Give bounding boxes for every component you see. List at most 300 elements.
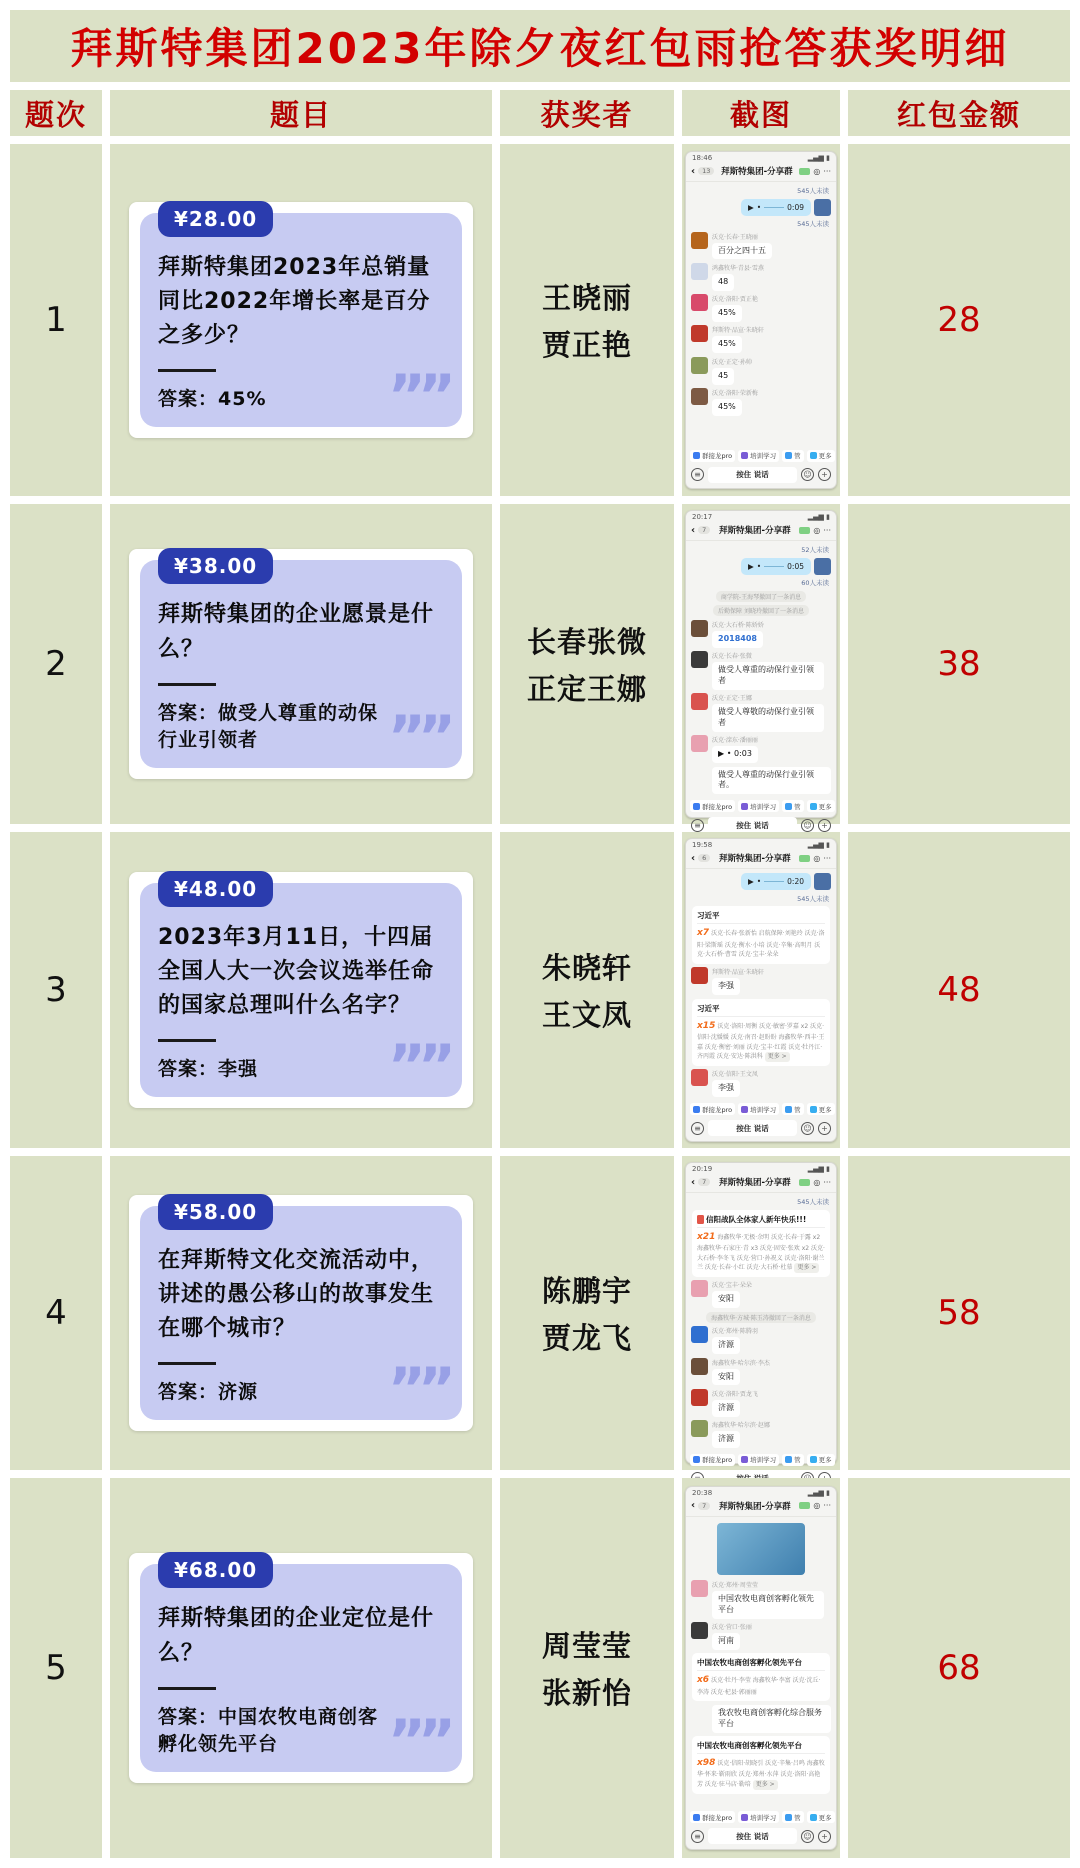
voice-dot: •: [756, 877, 762, 887]
chat-nav-bar: [686, 1497, 836, 1517]
chat-input-bar: [686, 1117, 836, 1141]
voice-bubble: [712, 746, 758, 763]
back-icon: ‹: [691, 852, 696, 864]
unread-count-badge: 7: [698, 1502, 710, 1510]
group-name: 拜斯特集团-分享群: [719, 1178, 791, 1189]
chat-toolbar: [686, 798, 836, 814]
sender-name: 沃克·营口·张丽: [712, 1624, 752, 1632]
chat-message: [691, 263, 831, 291]
phone-status-bar: [686, 839, 836, 849]
message-bubble: 48: [712, 274, 734, 291]
voice-bubble: [741, 199, 811, 216]
toolbar-chip-label: 培训学习: [750, 1813, 777, 1822]
toolbar-chip-label: 群接龙pro: [702, 1813, 733, 1822]
call-icon: ◎: [813, 1501, 821, 1511]
unread-label: 60人未读: [801, 579, 829, 588]
avatar: [691, 651, 708, 668]
message-bubble: 45: [712, 368, 734, 385]
unread-count-badge: 7: [698, 1178, 710, 1186]
chat-toolbar: [686, 448, 836, 464]
sender-name: 沃克·宝丰·朵朵: [712, 1282, 752, 1290]
sender-name: 沃克·洛阳·贾龙飞: [712, 1390, 758, 1398]
toolbar-chip: [807, 800, 835, 812]
hold-to-talk-button: 按住 说话: [708, 1120, 797, 1136]
aggregate-names: x7 沃克·长春·张新怡 启航保障·刘艳玲 沃克·洛阳·梁斯瑶 沃克·衡水·小培 沃克·辛集·高明月 沃克·大石桥·曹雪 沃克·宝丰·朵朵: [697, 928, 825, 959]
unread-count-badge: 7: [698, 526, 710, 534]
question-card: [129, 549, 473, 778]
message-bubble: 做受人尊敬的动保行业引领者: [712, 704, 824, 732]
question-text: 拜斯特集团的企业定位是什么？: [158, 1606, 435, 1666]
chat-nav-bar: [686, 849, 836, 869]
toolbar-chip: [738, 1454, 779, 1466]
more-icon: ···: [823, 1501, 831, 1511]
amount-cell: [848, 832, 1070, 1148]
avatar: [814, 873, 831, 890]
plus-icon: +: [818, 1830, 831, 1843]
winner-list: [542, 1624, 632, 1712]
winner-list: [527, 620, 647, 708]
more-icon: ···: [823, 525, 831, 535]
message-bubble: 李强: [712, 978, 740, 995]
quote-icon: ””: [387, 362, 448, 431]
toolbar-chip: [690, 800, 735, 812]
amount-value: 28: [937, 300, 981, 340]
voice-message: [691, 199, 831, 216]
toolbar-chip-label: 群接龙pro: [702, 452, 733, 461]
avatar: [691, 620, 708, 637]
aggregate-count: x21: [697, 1231, 716, 1242]
toolbar-chip-label: 培训学习: [750, 1456, 777, 1465]
winner-list: [542, 1269, 632, 1357]
answer-aggregate-box: [692, 1736, 830, 1794]
price-badge: ¥28.00: [158, 201, 273, 237]
chat-toolbar: [686, 1101, 836, 1117]
answer-label: 答案：: [158, 1381, 219, 1404]
question-number: 2: [45, 644, 67, 684]
toolbar-chip-label: 更多: [818, 1813, 832, 1822]
recall-notice: 后勤保障 刘晓玲撤回了一条消息: [713, 605, 809, 616]
voice-toggle-icon: ≡: [691, 819, 704, 832]
avatar: [814, 558, 831, 575]
avatar: [691, 1358, 708, 1375]
emoji-icon: ☺: [801, 468, 814, 481]
message-bubble: 45%: [712, 336, 742, 353]
sender-name: 沃克·洛阳·贾正艳: [712, 296, 758, 304]
toolbar-chip-icon: [693, 1814, 700, 1821]
chat-toolbar: [686, 1809, 836, 1825]
chat-message-list: [686, 1517, 836, 1810]
more-icon: ···: [823, 166, 831, 176]
chat-message: [691, 1389, 831, 1417]
aggregate-title: 中国农牧电商创客孵化领先平台: [697, 1657, 825, 1671]
quote-icon: ””: [387, 702, 448, 771]
page-title: 拜斯特集团2023年除夕夜红包雨抢答获奖明细: [70, 24, 1010, 73]
chat-message: [691, 1622, 831, 1650]
voice-toggle-icon: ≡: [691, 1122, 704, 1135]
quote-icon: ””: [387, 1706, 448, 1775]
amount-value: 48: [937, 970, 981, 1010]
chat-message: [691, 232, 831, 260]
chat-message: [691, 1420, 831, 1448]
chat-message: [691, 1280, 831, 1308]
group-tag: [799, 527, 810, 534]
toolbar-chip-label: 群接龙pro: [702, 1105, 733, 1114]
toolbar-chip-icon: [785, 1106, 792, 1113]
avatar: [691, 1580, 708, 1597]
sender-name: 沃克·大石桥·陈娇娇: [712, 621, 764, 629]
aggregate-title: 习近平: [697, 1003, 825, 1017]
status-icons: ▂▄▆ ▮: [807, 841, 830, 850]
answer-aggregate-box: [692, 906, 830, 964]
toolbar-chip: [782, 800, 804, 812]
group-name: 拜斯特集团-分享群: [719, 854, 791, 865]
toolbar-chip-icon: [741, 1106, 748, 1113]
toolbar-chip-icon: [785, 803, 792, 810]
toolbar-chip-label: 群接龙pro: [702, 802, 733, 811]
voice-message: [691, 873, 831, 890]
toolbar-chip-icon: [810, 803, 817, 810]
question-cell: [110, 504, 492, 824]
winner-list: [542, 946, 632, 1034]
toolbar-chip-label: 管: [794, 1105, 801, 1114]
column-header-winners: 获奖者: [500, 90, 674, 136]
question-card: [129, 202, 473, 438]
wechat-screenshot: [685, 510, 837, 830]
unread-count-badge: 6: [698, 854, 710, 862]
answer-aggregate-box: [692, 1653, 830, 1701]
unread-count-badge: 13: [698, 167, 714, 175]
voice-duration: 0:03: [733, 749, 752, 759]
message-bubble: 济源: [712, 1400, 740, 1417]
sender-name: 沃克·长春·张微: [712, 653, 752, 661]
status-icons: ▂▄▆ ▮: [807, 154, 830, 163]
answer-aggregate-box: [692, 1210, 830, 1277]
wechat-screenshot: [685, 1162, 837, 1463]
avatar: [691, 294, 708, 311]
avatar: [691, 1389, 708, 1406]
play-icon: ▶: [748, 561, 754, 571]
voice-dot: •: [756, 202, 762, 212]
status-time: 20:17: [692, 513, 713, 522]
answer-label: 答案：: [158, 1705, 219, 1728]
chat-message: [691, 967, 831, 995]
column-header-screenshot: 截图: [682, 90, 840, 136]
column-header-question: 题目: [110, 90, 492, 136]
emoji-icon: ☺: [801, 1122, 814, 1135]
aggregate-title: 习近平: [697, 910, 825, 924]
winner-name: 贾龙飞: [541, 1321, 632, 1355]
chat-nav-bar: [686, 162, 836, 182]
question-card: [129, 872, 473, 1108]
sender-name: 沃克·滦东·潘丽丽: [712, 737, 758, 745]
voice-duration: 0:05: [787, 561, 804, 571]
sender-name: 拜斯特·品宣·朱晓轩: [712, 327, 764, 335]
question-cell: [110, 832, 492, 1148]
quote-icon: ””: [387, 1032, 448, 1101]
answer-value: 做受人尊重的动保行业引领者: [158, 701, 379, 751]
chat-message-list: [686, 1193, 836, 1452]
winner-name: 张新怡: [541, 1676, 632, 1710]
winner-list: [542, 276, 632, 364]
screenshot-cell: [682, 832, 840, 1148]
winner-name: 王文凤: [541, 998, 632, 1032]
question-number-cell: [10, 1478, 102, 1858]
aggregate-names: x21 海鑫牧华·无极·余明 沃克·长春·于露 x2 海鑫牧华·石家庄·青 x3 沃克·固安·张欢 x2 沃克·大石桥·李冬飞 沃克·营口·孙祝义 沃克·洛阳·谢兰兰 沃克·长春·小红 沃克·大石桥·杜慕 更多 >: [697, 1231, 825, 1272]
toolbar-chip-icon: [741, 452, 748, 459]
toolbar-chip-label: 更多: [818, 1456, 832, 1465]
avatar: [691, 232, 708, 249]
message-bubble: 百分之四十五: [712, 243, 772, 260]
question-cell: [110, 144, 492, 496]
chat-toolbar: [686, 1452, 836, 1468]
amount-cell: [848, 1478, 1070, 1858]
group-name: 拜斯特集团-分享群: [719, 1501, 791, 1512]
more-link: 更多 >: [753, 1780, 778, 1790]
chat-message: [691, 620, 831, 648]
aggregate-title: 中国农牧电商创客孵化领先平台: [697, 1740, 825, 1754]
answer-aggregate-box: [692, 999, 830, 1066]
answer-label: 答案：: [158, 701, 219, 724]
group-tag: [799, 855, 810, 862]
group-name: 拜斯特集团-分享群: [719, 526, 791, 537]
plus-icon: +: [818, 468, 831, 481]
winners-cell: [500, 1156, 674, 1470]
toolbar-chip-icon: [810, 1106, 817, 1113]
winner-name: 朱晓轩: [541, 951, 632, 985]
voice-duration: 0:20: [787, 877, 804, 887]
toolbar-chip: [782, 1811, 804, 1823]
aggregate-count: x6: [697, 1675, 710, 1686]
status-time: 20:19: [692, 1165, 713, 1174]
chat-input-bar: [686, 1825, 836, 1849]
amount-cell: [848, 504, 1070, 824]
voice-toggle-icon: ≡: [691, 468, 704, 481]
question-cell: [110, 1478, 492, 1858]
wechat-screenshot: [685, 838, 837, 1141]
toolbar-chip-label: 培训学习: [750, 452, 777, 461]
call-icon: ◎: [813, 853, 821, 863]
chat-message: [691, 325, 831, 353]
toolbar-chip: [738, 1811, 779, 1823]
aggregate-count: x98: [697, 1758, 716, 1769]
toolbar-chip-label: 管: [794, 802, 801, 811]
divider-line: [158, 369, 216, 372]
toolbar-chip-icon: [693, 803, 700, 810]
emoji-icon: ☺: [801, 819, 814, 832]
winner-name: 贾正艳: [541, 328, 632, 362]
toolbar-chip-icon: [693, 1106, 700, 1113]
message-bubble: 安阳: [712, 1369, 740, 1386]
toolbar-chip: [690, 1103, 735, 1115]
toolbar-chip: [782, 450, 804, 462]
phone-status-bar: [686, 511, 836, 521]
toolbar-chip-icon: [741, 1456, 748, 1463]
recall-notice: 商学院-王海琴撤回了一条消息: [716, 591, 806, 602]
answer-label: 答案：: [158, 1058, 219, 1081]
toolbar-chip-icon: [785, 1456, 792, 1463]
price-badge: ¥58.00: [158, 1194, 273, 1230]
status-time: 18:46: [692, 154, 713, 163]
aggregate-names: x98 沃克·信阳·胡晓引 沃克·辛集·吕鸣 海鑫牧华·怀来·靳雨欣 沃克·郑州·水萍 沃克·洛阳·高艳芳 沃克·驻马店·勒培 更多 >: [697, 1758, 825, 1789]
unread-label: 52人未读: [801, 546, 829, 555]
toolbar-chip-icon: [693, 1456, 700, 1463]
voice-bubble: [741, 558, 811, 575]
question-text: 拜斯特集团2023年总销量同比2022年增长率是百分之多少？: [158, 254, 431, 349]
voice-toggle-icon: ≡: [691, 1830, 704, 1843]
toolbar-chip: [738, 1103, 779, 1115]
message-bubble: 45%: [712, 305, 742, 322]
amount-cell: [848, 1156, 1070, 1470]
status-icons: ▂▄▆ ▮: [807, 1165, 830, 1174]
question-text: 2023年3月11日，十四届全国人大一次会议选举任命的国家总理叫什么名字？: [158, 924, 435, 1019]
question-number-cell: [10, 504, 102, 824]
message-bubble: 李强: [712, 1080, 740, 1097]
avatar: [691, 735, 708, 752]
wechat-screenshot: [685, 151, 837, 489]
toolbar-chip-icon: [785, 452, 792, 459]
chat-message-list: [686, 869, 836, 1101]
toolbar-chip-label: 更多: [818, 1105, 832, 1114]
aggregate-count: x7: [697, 928, 710, 939]
group-tag: [799, 168, 810, 175]
plus-icon: +: [818, 1122, 831, 1135]
avatar: [691, 1420, 708, 1437]
avatar: [691, 1326, 708, 1343]
chat-message: [691, 1069, 831, 1097]
more-icon: ···: [823, 853, 831, 863]
toolbar-chip-label: 培训学习: [750, 1105, 777, 1114]
answer-value: 中国农牧电商创客孵化领先平台: [158, 1705, 379, 1755]
call-icon: ◎: [813, 166, 821, 176]
amount-value: 68: [937, 1648, 981, 1688]
unread-label: 545人未读: [797, 894, 829, 903]
answer-value: 济源: [218, 1381, 259, 1404]
avatar: [691, 693, 708, 710]
avatar: [691, 1622, 708, 1639]
question-number-cell: [10, 1156, 102, 1470]
phone-status-bar: [686, 1163, 836, 1173]
answer-label: 答案：: [158, 388, 219, 411]
unread-label: 545人未读: [797, 187, 829, 196]
chat-message: [691, 388, 831, 416]
title-bar: [10, 10, 1070, 82]
column-header-amount: 红包金额: [848, 90, 1070, 136]
chat-message: [691, 294, 831, 322]
toolbar-chip: [782, 1454, 804, 1466]
call-icon: ◎: [813, 1177, 821, 1187]
voice-dot: •: [756, 561, 762, 571]
amount-cell: [848, 144, 1070, 496]
toolbar-chip: [690, 1454, 735, 1466]
phone-status-bar: [686, 1487, 836, 1497]
more-icon: ···: [823, 1177, 831, 1187]
chat-nav-bar: [686, 521, 836, 541]
shared-image: [717, 1523, 805, 1575]
chat-message-list: [686, 541, 836, 798]
sender-name: 沃克·信阳·王文凤: [712, 1071, 758, 1079]
aggregate-title: 信阳战队全体家人新年快乐!!!: [697, 1214, 825, 1228]
toolbar-chip: [782, 1103, 804, 1115]
divider-line: [158, 1039, 216, 1042]
toolbar-chip-label: 管: [794, 452, 801, 461]
sender-name: 沃克·洛阳·荣新梅: [712, 390, 758, 398]
question-card: [129, 1195, 473, 1431]
phone-status-bar: [686, 152, 836, 162]
toolbar-chip: [807, 1103, 835, 1115]
back-icon: ‹: [691, 1500, 696, 1512]
screenshot-cell: [682, 504, 840, 830]
status-time: 19:58: [692, 841, 713, 850]
question-number: 4: [45, 1293, 67, 1333]
toolbar-chip-icon: [810, 1814, 817, 1821]
aggregate-names: x6 沃克·牡丹·李莹 海鑫牧华·李富 沃克·沈丘·李涛 沃克·杞县·郭丽丽: [697, 1675, 821, 1696]
toolbar-chip-label: 更多: [818, 452, 832, 461]
toolbar-chip: [807, 1811, 835, 1823]
group-tag: [799, 1502, 810, 1509]
chat-message: [691, 651, 831, 690]
voice-duration: 0:09: [787, 202, 804, 212]
avatar: [691, 967, 708, 984]
avatar: [691, 1280, 708, 1297]
voice-bubble: [741, 873, 811, 890]
aggregate-names: x15 沃克·洛阳·周衡 沃克·敏密·罗嘉 x2 沃克·信阳·沈媛媛 沃克·南召·赵盼盼 海鑫牧华·西丰·王嘉 沃克·衡密·刘丽 沃克·宝丰·红霞 沃克·牡丹江·齐丙霞 沃克·安达·陈洪科 更多 >: [697, 1020, 825, 1061]
call-icon: ◎: [813, 525, 821, 535]
more-link: 更多 >: [794, 1263, 819, 1273]
avatar: [691, 325, 708, 342]
message-bubble: 我农牧电商创客孵化综合服务平台: [712, 1705, 831, 1733]
play-icon: ▶ •: [718, 749, 734, 759]
avatar: [814, 199, 831, 216]
back-icon: ‹: [691, 165, 696, 177]
toolbar-chip-label: 管: [794, 1813, 801, 1822]
play-icon: ▶: [748, 877, 754, 887]
avatar: [691, 388, 708, 405]
message-bubble: 济源: [712, 1431, 740, 1448]
screenshot-cell: [682, 1478, 840, 1858]
price-badge: ¥48.00: [158, 871, 273, 907]
voice-message: [691, 558, 831, 575]
message-bubble: 安阳: [712, 1291, 740, 1308]
divider-line: [158, 683, 216, 686]
chat-input-bar: [686, 464, 836, 488]
toolbar-chip: [738, 800, 779, 812]
question-number-cell: [10, 832, 102, 1148]
chat-nav-bar: [686, 1173, 836, 1193]
chat-message: [691, 357, 831, 385]
status-icons: ▂▄▆ ▮: [807, 513, 830, 522]
wechat-screenshot: [685, 1486, 837, 1851]
unread-label: 545人未读: [797, 220, 829, 229]
message-bubble: 做受人尊重的动保行业引领者。: [712, 767, 831, 795]
avatar: [691, 357, 708, 374]
quote-icon: ””: [387, 1355, 448, 1424]
toolbar-chip-label: 更多: [818, 802, 832, 811]
avatar: [691, 1069, 708, 1086]
sender-name: 拜斯特·品宣·朱晓轩: [712, 969, 764, 977]
message-bubble: 河南: [712, 1633, 740, 1650]
toolbar-chip: [690, 450, 735, 462]
sender-name: 沃克·长春·王晓丽: [712, 233, 758, 241]
message-bubble: 做受人尊重的动保行业引领者: [712, 662, 824, 690]
question-card: [129, 1553, 473, 1782]
back-icon: ‹: [691, 1176, 696, 1188]
message-bubble: 济源: [712, 1337, 740, 1354]
divider-line: [158, 1362, 216, 1365]
chat-message-list: [686, 182, 836, 448]
amount-value: 38: [937, 644, 981, 684]
question-cell: [110, 1156, 492, 1470]
toolbar-chip-icon: [810, 1456, 817, 1463]
